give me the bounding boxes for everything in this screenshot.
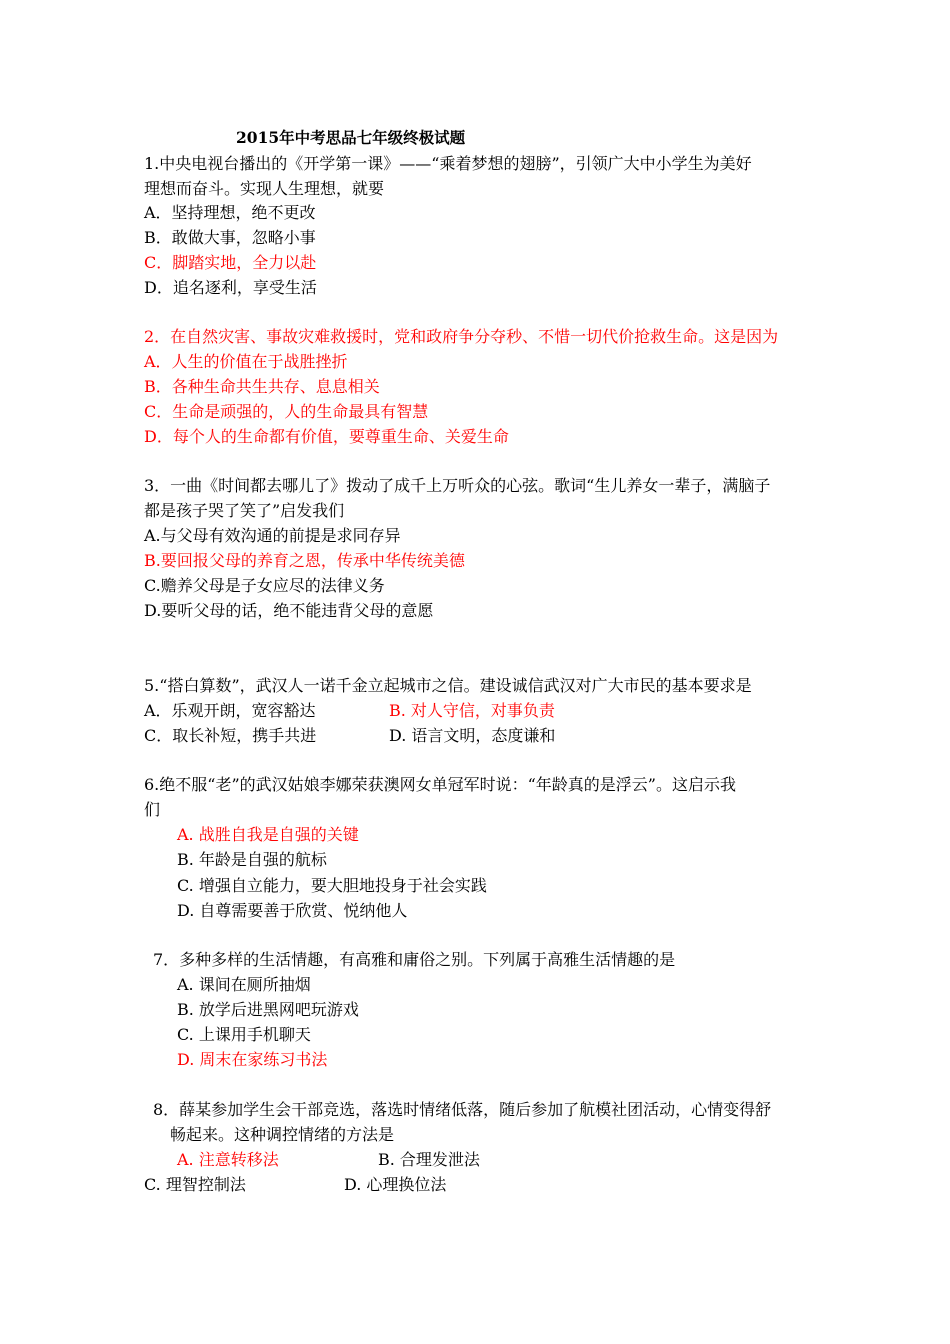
q3-stem-line-1: 3．一曲《时间都去哪儿了》拨动了成千上万听众的心弦。歌词“生儿养女一辈子，满脑子 [144,476,771,495]
q2-option-d: D．每个人的生命都有价值，要尊重生命、关爱生命 [144,427,509,446]
q8-option-c: C. 理智控制法 [144,1175,246,1194]
q7-option-b: B. 放学后进黑网吧玩游戏 [177,1000,359,1019]
q7-option-a: A. 课间在厕所抽烟 [177,975,311,994]
q8-option-b: B. 合理发泄法 [378,1150,480,1169]
q1-option-d: D．追名逐利，享受生活 [144,278,317,297]
q2-option-b: B．各种生命共生共存、息息相关 [144,377,380,396]
q5-option-c: C．取长补短，携手共进 [144,726,317,745]
q3-option-a: A.与父母有效沟通的前提是求同存异 [144,526,401,545]
q1-option-c-answer: C．脚踏实地，全力以赴 [144,253,317,272]
q3-option-d: D.要听父母的话，绝不能违背父母的意愿 [144,601,434,620]
q6-option-d: D. 自尊需要善于欣赏、悦纳他人 [177,901,408,920]
q8-stem-line-1: 8．薛某参加学生会干部竞选，落选时情绪低落，随后参加了航模社团活动，心情变得舒 [153,1100,772,1119]
q2-option-a: A．人生的价值在于战胜挫折 [144,352,348,371]
q2-stem: 2．在自然灾害、事故灾难救援时，党和政府争分夺秒、不惜一切代价抢救生命。这是因为 [144,327,779,346]
q6-option-c: C. 增强自立能力，要大胆地投身于社会实践 [177,876,487,895]
q3-stem-line-2: 都是孩子哭了笑了”启发我们 [144,501,345,520]
exam-title: 2015年中考思品七年级终极试题 [236,128,466,147]
q8-option-d: D. 心理换位法 [344,1175,447,1194]
q6-option-a-answer: A. 战胜自我是自强的关键 [177,825,359,844]
q5-option-b-answer: B. 对人守信，对事负责 [389,701,555,720]
q7-stem: 7．多种多样的生活情趣，有高雅和庸俗之别。下列属于高雅生活情趣的是 [153,950,676,969]
q1-option-b: B．敢做大事，忽略小事 [144,228,316,247]
q2-option-c: C．生命是顽强的，人的生命最具有智慧 [144,402,429,421]
q1-option-a: A．坚持理想，绝不更改 [144,203,316,222]
q7-option-c: C. 上课用手机聊天 [177,1025,311,1044]
q5-option-a: A．乐观开朗，宽容豁达 [144,701,316,720]
q6-stem-line-2: 们 [144,800,161,819]
q1-stem-line-2: 理想而奋斗。实现人生理想，就要 [144,179,385,198]
q5-option-d: D. 语言文明，态度谦和 [389,726,556,745]
q5-stem: 5.“搭白算数”，武汉人一诺千金立起城市之信。建设诚信武汉对广大市民的基本要求是 [144,676,752,695]
q3-option-b-answer: B.要回报父母的养育之恩，传承中华传统美德 [144,551,465,570]
q1-stem-line-1: 1.中央电视台播出的《开学第一课》——“乘着梦想的翅膀”，引领广大中小学生为美好 [144,154,752,173]
q3-option-c: C.赡养父母是子女应尽的法律义务 [144,576,385,595]
q8-stem-line-2: 畅起来。这种调控情绪的方法是 [170,1125,395,1144]
q6-stem-line-1: 6.绝不服“老”的武汉姑娘李娜荣获澳网女单冠军时说：“年龄真的是浮云”。这启示我 [144,775,736,794]
q6-option-b: B. 年龄是自强的航标 [177,850,327,869]
q7-option-d-answer: D. 周末在家练习书法 [177,1050,328,1069]
q8-option-a-answer: A. 注意转移法 [177,1150,279,1169]
